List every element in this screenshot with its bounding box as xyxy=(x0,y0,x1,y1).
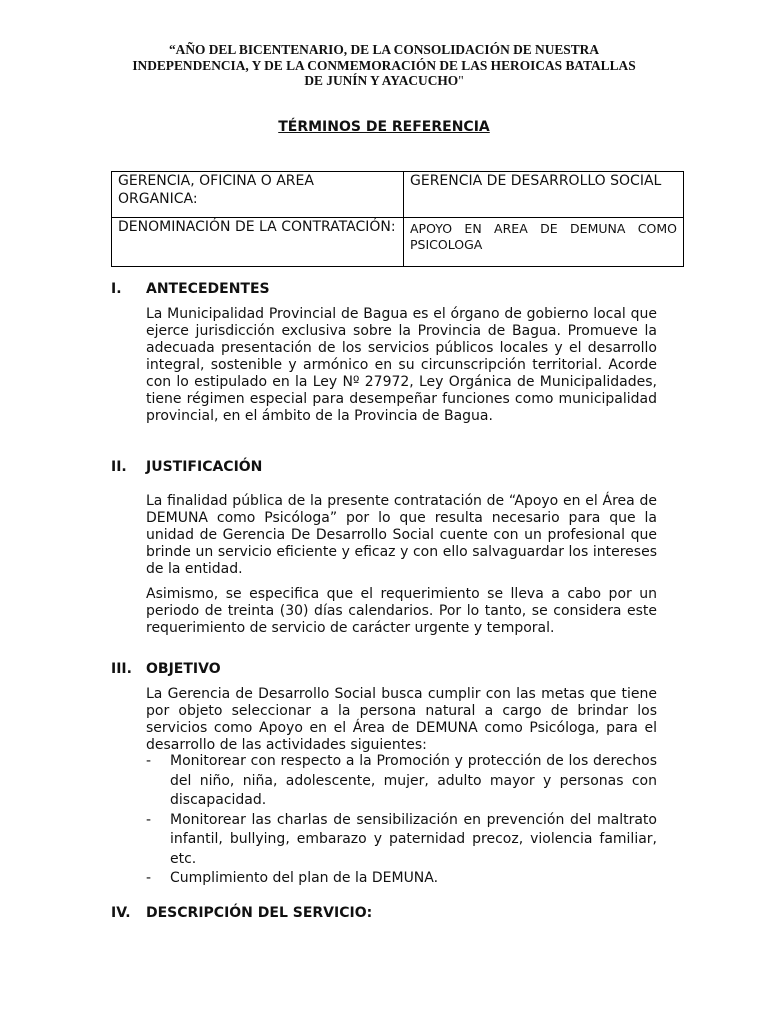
header-line-2: INDEPENDENCIA, Y DE LA CONMEMORACIÓN DE LAS HEROICAS BATALLAS xyxy=(132,57,636,73)
table-row xyxy=(112,172,684,218)
table-cell-label: DENOMINACIÓN DE LA CONTRATACIÓN: xyxy=(112,218,404,267)
table-row xyxy=(112,218,684,267)
header-line-1: “AÑO DEL BICENTENARIO, DE LA CONSOLIDACIÓN DE NUESTRA xyxy=(168,42,600,57)
info-table xyxy=(111,171,684,267)
list-item: - Cumplimiento del plan de la DEMUNA. xyxy=(146,870,439,886)
paragraph-antecedentes: La Municipalidad Provincial de Bagua es el órgano de gobierno local que ejerce jurisdicción exclusiva sobre la Provincia de Bagua. Promueve la adecuada presentación de los servicios públicos locales y el desarrollo integral, sostenible y armónico en su circunscripción territorial. Acorde con lo estipulado en la Ley Nº 27972, Ley Orgánica de Municipalidades, tiene régimen especial para desempeñar funciones como municipalidad provincial, en el ámbito de la Provincia de Bagua. xyxy=(146,306,657,424)
document-title: TÉRMINOS DE REFERENCIA xyxy=(278,119,490,135)
list-item: - Monitorear con respecto a la Promoción y protección de los derechos del niño, niña, adolescente, mujer, adulto mayor y personas con discapacidad. xyxy=(146,753,657,808)
table-cell-value: APOYO EN AREA DE DEMUNA COMO PSICOLOGA xyxy=(404,218,684,267)
paragraph-justificacion-1: La finalidad pública de la presente contratación de “Apoyo en el Área de DEMUNA como Psicóloga” por lo que resulta necesario para que la unidad de Gerencia De Desarrollo Social cuente con un profesional que brinde un servicio eficiente y eficaz y con ello salvaguardar los intereses de la entidad. xyxy=(146,493,657,577)
table-cell-value: GERENCIA DE DESARROLLO SOCIAL xyxy=(404,172,684,218)
table-cell-label: GERENCIA, OFICINA O AREA ORGANICA: xyxy=(112,172,404,218)
objective-bullet-list xyxy=(146,752,657,889)
section-heading-descripcion: IV. DESCRIPCIÓN DEL SERVICIO: xyxy=(111,905,373,921)
header-line-3: DE JUNÍN Y AYACUCHO" xyxy=(304,73,464,88)
section-heading-objetivo: III. OBJETIVO xyxy=(111,661,221,677)
paragraph-objetivo: La Gerencia de Desarrollo Social busca cumplir con las metas que tiene por objeto seleccionar a la persona natural a cargo de brindar los servicios como Apoyo en el Área de DEMUNA como Psicóloga, para el desarrollo de las actividades siguientes: xyxy=(146,686,657,753)
paragraph-justificacion-2: Asimismo, se especifica que el requerimiento se lleva a cabo por un periodo de treinta (30) días calendarios. Por lo tanto, se considera este requerimiento de servicio de carácter urgente y temporal. xyxy=(146,586,657,636)
section-heading-justificacion: II. JUSTIFICACIÓN xyxy=(111,459,263,475)
section-heading-antecedentes: I. ANTECEDENTES xyxy=(111,281,270,297)
list-item: - Monitorear las charlas de sensibilización en prevención del maltrato infantil, bullying, embarazo y paternidad precoz, violencia familiar, etc. xyxy=(146,811,657,867)
document-header-motto xyxy=(100,42,668,89)
